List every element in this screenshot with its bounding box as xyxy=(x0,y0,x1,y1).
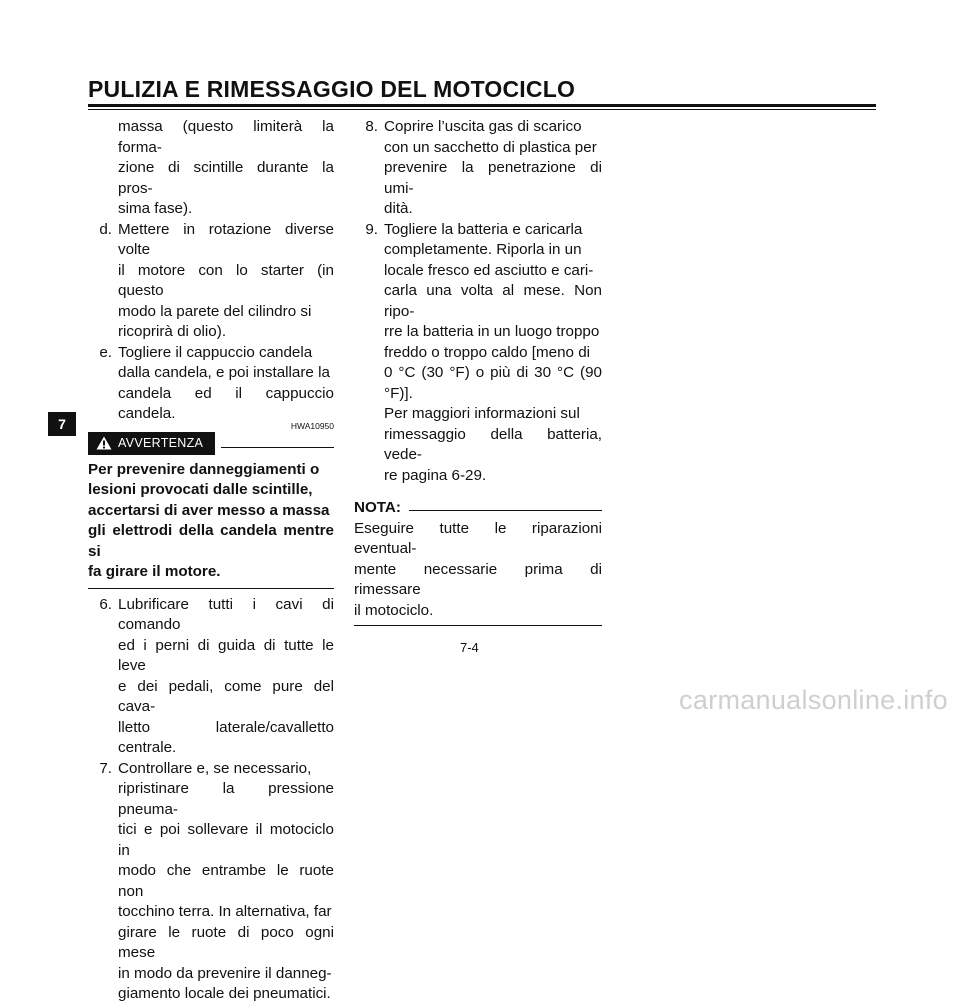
header-rule-thick xyxy=(88,104,876,107)
text-line: modo la parete del cilindro si xyxy=(118,302,312,320)
text-line: dità. xyxy=(384,200,413,217)
text-line: rre la batteria in un luogo troppo xyxy=(384,323,600,340)
text-line: Lubrificare tutti i cavi di comando xyxy=(118,595,334,633)
text-line: prevenire la penetrazione di umi- xyxy=(384,159,602,197)
step-body xyxy=(118,220,334,343)
watermark: carmanualsonline.info xyxy=(679,685,948,715)
text-line: modo che entrambe le ruote non xyxy=(118,862,334,900)
step-8 xyxy=(354,117,602,220)
warning-end-rule xyxy=(88,588,334,589)
text-line: re pagina 6-29. xyxy=(384,466,487,484)
text-line: in modo da prevenire il danneg- xyxy=(118,964,332,982)
note-rule xyxy=(409,510,602,511)
warning-triangle-icon xyxy=(96,436,112,450)
text-line: lletto laterale/cavalletto centrale. xyxy=(118,718,334,756)
text-line: gli elettrodi della candela mentre si xyxy=(88,522,334,560)
page-number: 7-4 xyxy=(460,640,479,655)
text-line: e dei pedali, come pure del cava- xyxy=(118,677,334,715)
step-label: e. xyxy=(99,343,112,361)
step-9 xyxy=(354,220,602,487)
step-6 xyxy=(88,595,334,759)
text-line: freddo o troppo caldo [meno di xyxy=(384,343,591,361)
step-body xyxy=(384,117,602,220)
text-line: 0 °C (30 °F) o più di 30 °C (90 °F)]. xyxy=(384,364,602,402)
text-line: massa (questo limiterà la forma- xyxy=(118,118,334,156)
text-line: il motore con lo starter (in questo xyxy=(118,261,334,299)
text-line: Eseguire tutte le riparazioni eventual- xyxy=(354,519,602,557)
text-line: giamento locale dei pneumatici. xyxy=(118,985,331,1002)
page-title: PULIZIA E RIMESSAGGIO DEL MOTOCICLO xyxy=(88,76,576,102)
text-line: rimessaggio della batteria, vede- xyxy=(384,425,602,463)
right-column xyxy=(354,117,602,626)
text-line: locale fresco ed asciutto e cari- xyxy=(384,261,594,279)
text-line: zione di scintille durante la pros- xyxy=(118,159,334,197)
text-line: ripristinare la pressione pneuma- xyxy=(118,780,334,818)
text-line: con un sacchetto di plastica per xyxy=(384,138,597,156)
text-line: il motociclo. xyxy=(354,601,434,619)
note-header xyxy=(354,498,602,519)
left-column xyxy=(88,117,334,1005)
warning-label: AVVERTENZA xyxy=(118,435,204,450)
step-label: 8. xyxy=(365,118,378,135)
text-line: Mettere in rotazione diverse volte xyxy=(118,220,334,258)
text-line: tocchino terra. In alternativa, far xyxy=(118,903,332,920)
text-line: Controllare e, se necessario, xyxy=(118,759,312,777)
step-body xyxy=(384,220,602,487)
step-label: 9. xyxy=(365,220,378,238)
step-label: 6. xyxy=(99,595,112,613)
step-body xyxy=(118,759,334,1005)
text-line: dalla candela, e poi installare la xyxy=(118,364,330,381)
text-line: candela ed il cappuccio candela. xyxy=(118,384,334,422)
step-7 xyxy=(88,759,334,1005)
step-d xyxy=(88,220,334,343)
text-line: Togliere la batteria e caricarla xyxy=(384,220,583,238)
note-end-rule xyxy=(354,625,602,626)
note-text xyxy=(354,519,602,622)
text-line: girare le ruote di poco ogni mese xyxy=(118,923,334,961)
text-line: Per maggiori informazioni sul xyxy=(384,405,580,422)
text-line: lesioni provocati dalle scintille, xyxy=(88,481,313,498)
step-label: 7. xyxy=(99,759,112,777)
step-label: d. xyxy=(99,220,112,238)
text-line: mente necessarie prima di rimessare xyxy=(354,560,602,598)
text-line: carla una volta al mese. Non ripo- xyxy=(384,282,602,320)
warning-header xyxy=(88,432,334,455)
text-line: Coprire l’uscita gas di scarico xyxy=(384,118,582,135)
text-line: accertarsi di aver messo a massa xyxy=(88,501,330,519)
intro-paragraph xyxy=(88,117,334,220)
warning-text xyxy=(88,460,334,583)
text-line: ricoprirà di olio). xyxy=(118,323,227,340)
warning-badge xyxy=(88,432,215,455)
step-body xyxy=(118,595,334,759)
warning-rule xyxy=(221,447,334,448)
step-body xyxy=(118,343,334,425)
text-line: fa girare il motore. xyxy=(88,563,221,580)
text-line: ed i perni di guida di tutte le leve xyxy=(118,636,334,674)
header-rule-thin xyxy=(88,109,876,110)
text-line: Per prevenire danneggiamenti o xyxy=(88,460,320,478)
reference-code: HWA10950 xyxy=(290,420,334,431)
text-line: tici e poi sollevare il motociclo in xyxy=(118,821,334,859)
note-label: NOTA: xyxy=(354,499,401,516)
text-line: Togliere il cappuccio candela xyxy=(118,343,313,361)
text-line: completamente. Riporla in un xyxy=(384,241,582,258)
step-e xyxy=(88,343,334,425)
text-line: sima fase). xyxy=(118,200,193,217)
chapter-tab: 7 xyxy=(48,412,76,436)
